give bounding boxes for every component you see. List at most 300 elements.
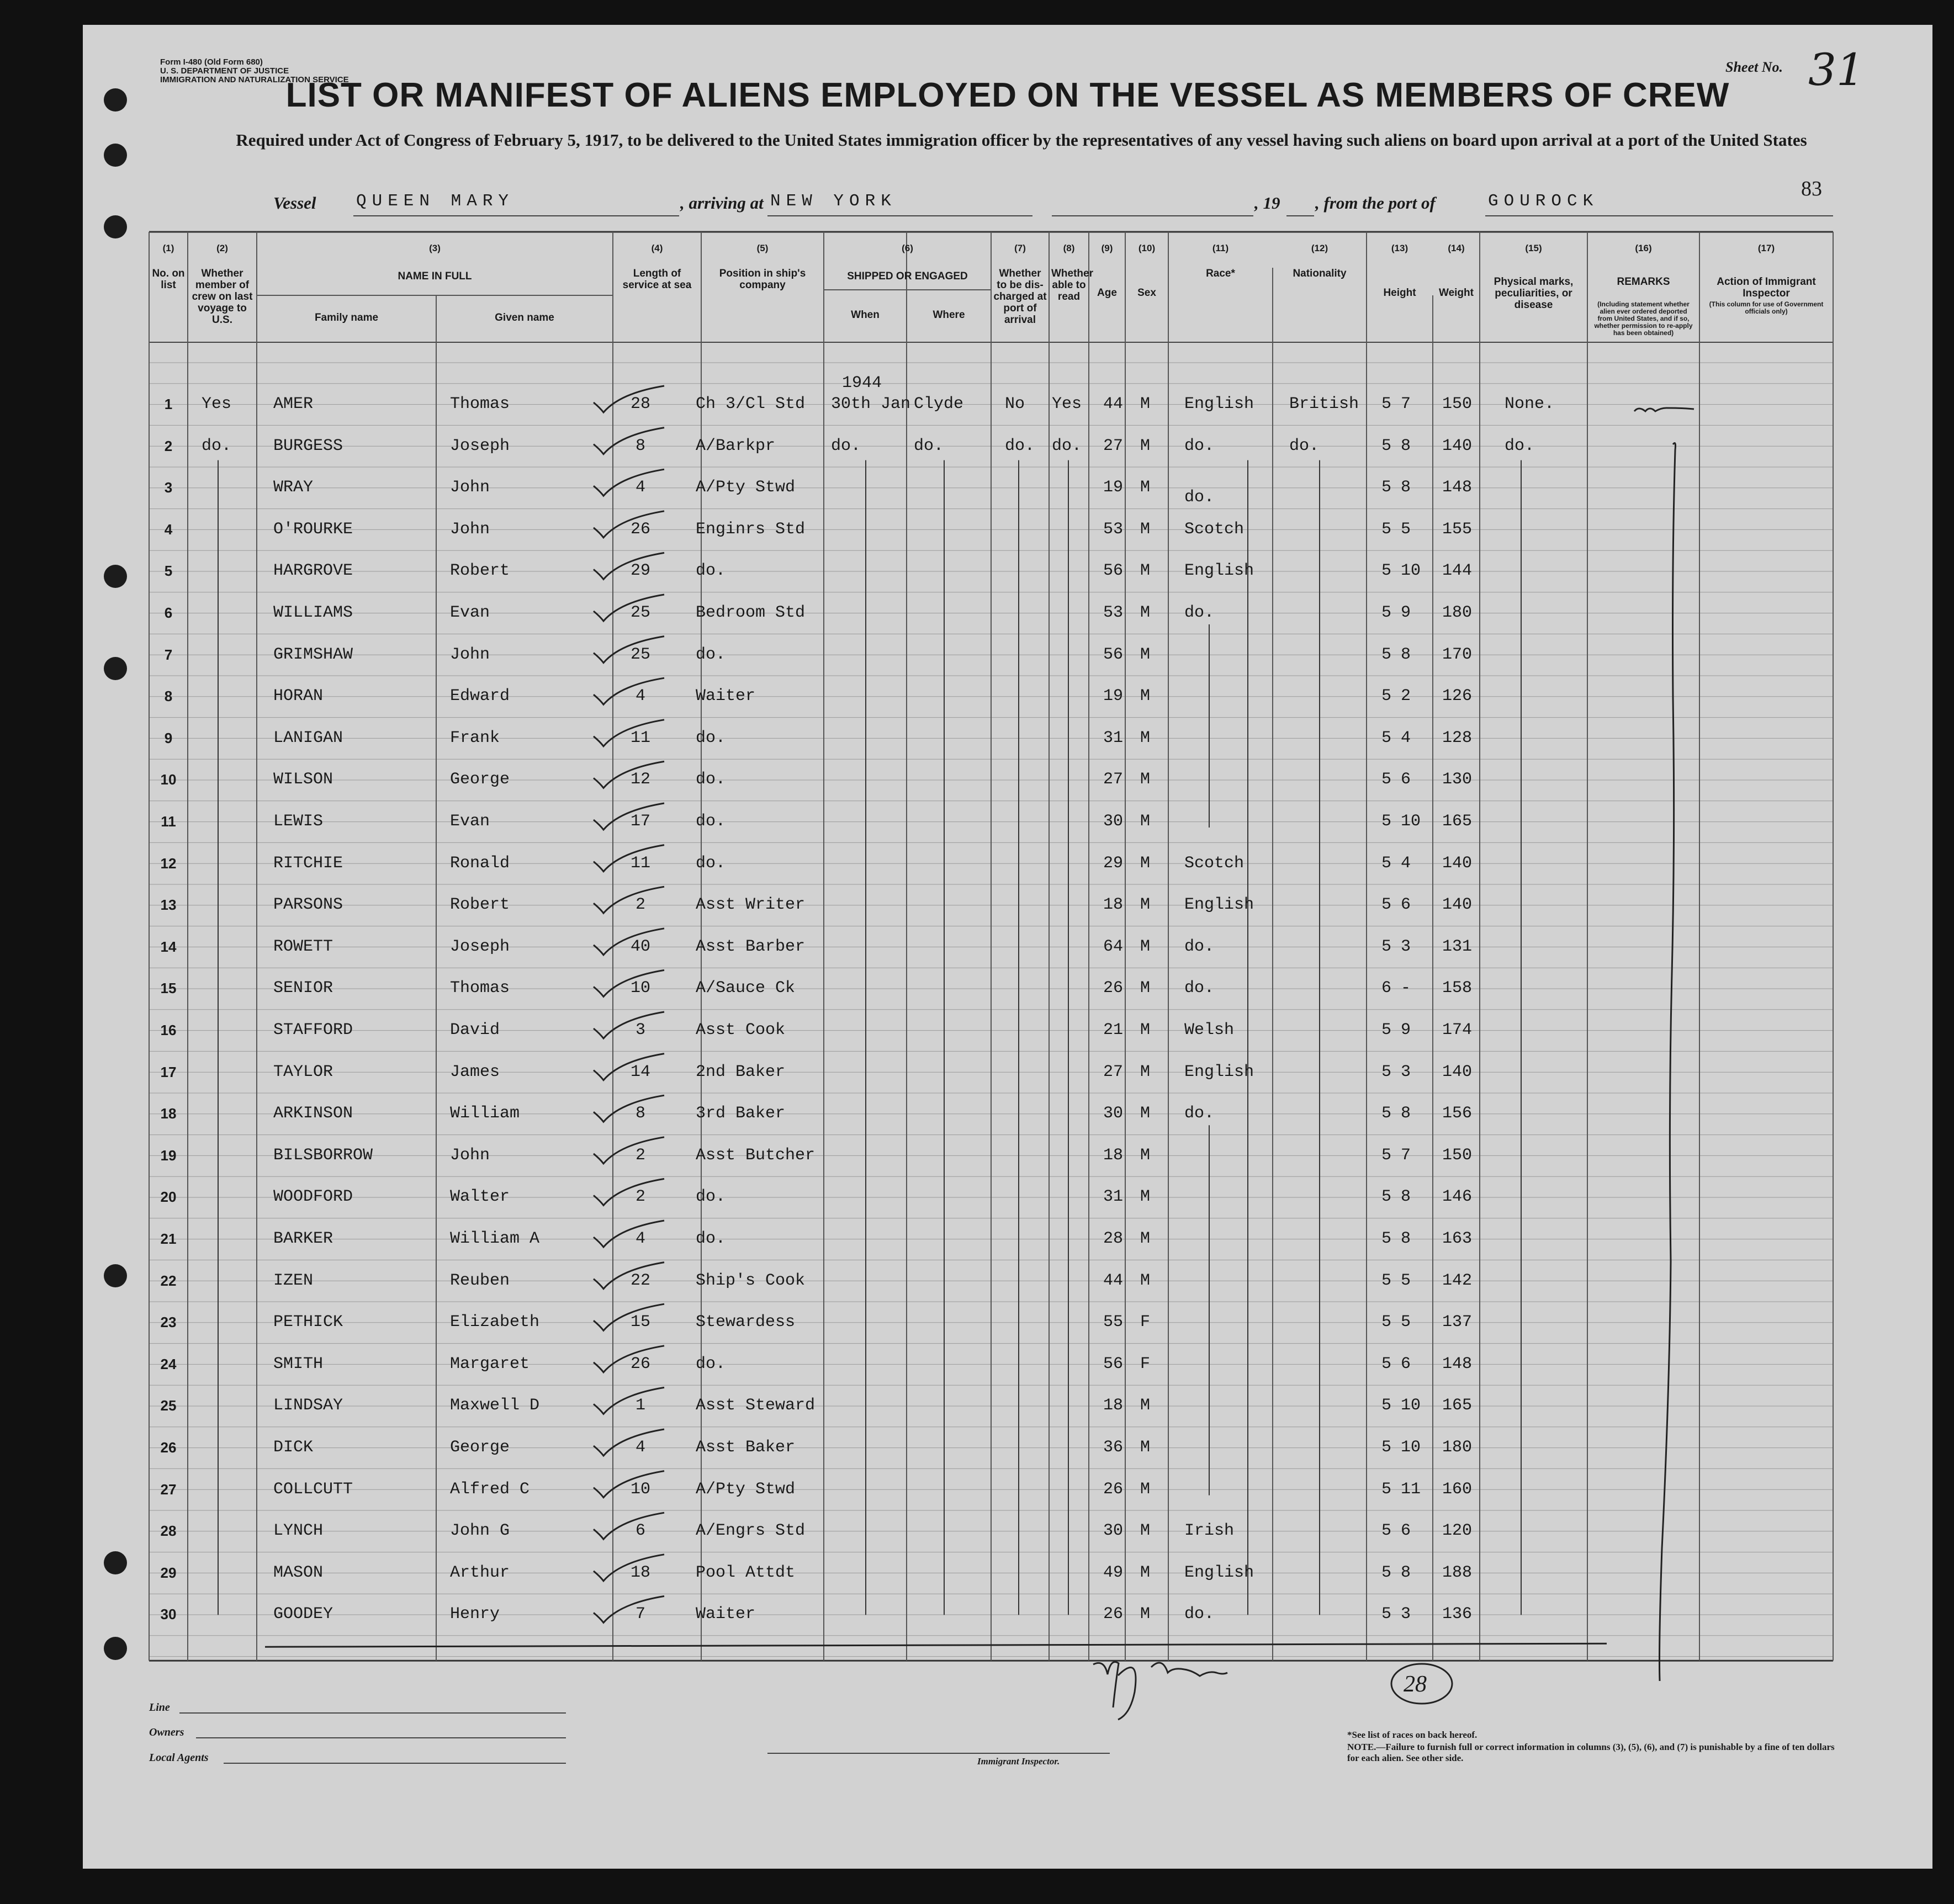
height-feet-cell: 6 [1381,979,1392,998]
height-inches-cell: 8 [1401,1229,1411,1248]
height-inches-cell: 7 [1401,1145,1411,1165]
row-number: 21 [160,1231,177,1247]
age-cell: 49 [1103,1563,1124,1582]
family-name-cell: BURGESS [273,436,343,455]
age-cell: 18 [1103,1396,1124,1415]
service-length-cell: 8 [635,436,645,455]
race-cell: English [1184,395,1254,413]
year-label: , 19 [1254,193,1280,213]
family-name-cell: COLLCUTT [273,1479,353,1499]
position-cell: Asst Baker [696,1438,796,1457]
sex-cell: M [1140,1438,1151,1457]
sex-cell: M [1140,1021,1151,1039]
height-inches-cell: 8 [1401,1104,1411,1123]
sex-cell: M [1140,937,1151,956]
height-inches-cell: 5 [1401,1271,1411,1290]
height-inches-cell: 9 [1401,1021,1411,1039]
family-name-cell: WILSON [273,770,333,789]
sheet-label: Sheet No. [1725,59,1783,75]
height-inches-cell: 8 [1401,1563,1411,1582]
given-name-cell: William [450,1104,520,1123]
age-cell: 53 [1103,519,1124,539]
family-name-cell: BARKER [273,1229,333,1248]
service-length-cell: 2 [635,895,645,915]
height-inches-cell: 11 [1401,1479,1421,1499]
handwritten-marks [83,25,1932,1869]
race-cell: English [1184,1062,1254,1081]
sheet-number: 31 [1808,44,1865,96]
height-feet-cell: 5 [1381,603,1392,622]
position-cell: Asst Cook [696,1021,786,1039]
sex-cell: M [1140,1145,1151,1165]
height-feet-cell: 5 [1381,478,1392,497]
age-cell: 21 [1103,1021,1124,1039]
given-name-cell: George [450,770,510,789]
given-name-cell: John [450,519,490,539]
row-number: 22 [160,1272,177,1289]
family-name-cell: STAFFORD [273,1021,353,1039]
age-cell: 18 [1103,1145,1124,1165]
sex-cell: M [1140,519,1151,539]
row-number: 2 [164,437,173,454]
sex-cell: M [1140,395,1151,413]
height-inches-cell: 6 [1401,1521,1411,1541]
race-cell: do. [1184,603,1215,622]
service-length-cell: 26 [630,519,650,539]
row-number: 27 [160,1481,177,1498]
service-length-cell: 4 [635,687,645,706]
position-cell: A/Pty Stwd [696,478,796,497]
column-number: (3) [429,243,441,253]
weight-cell: 136 [1442,1605,1473,1624]
physical-marks-cell: None. [1505,395,1555,413]
column-number: (4) [651,243,663,253]
row-number: 13 [160,897,177,914]
service-length-cell: 2 [635,1145,645,1165]
age-cell: 30 [1103,812,1124,831]
column-number: (13) [1391,243,1408,253]
position-cell: Asst Barber [696,937,806,956]
column-header: Height [1383,287,1416,299]
column-number: (11) [1212,243,1229,253]
position-cell: do. [696,561,726,581]
service-length-cell: 12 [630,770,650,789]
manifest-sheet [83,25,1932,1869]
height-feet-cell: 5 [1381,937,1392,956]
height-feet-cell: 5 [1381,770,1392,789]
height-inches-cell: 6 [1401,895,1411,915]
line-label: Line [149,1701,170,1714]
subheader-where: Where [933,309,965,321]
service-length-cell: 26 [630,1354,650,1373]
row-number: 17 [160,1063,177,1080]
from-label: , from the port of [1315,193,1436,213]
position-cell: Pool Attdt [696,1563,796,1582]
position-cell: 2nd Baker [696,1062,786,1081]
sex-cell: M [1140,1396,1151,1415]
sex-cell: M [1140,728,1151,747]
position-cell: Asst Butcher [696,1145,816,1165]
height-inches-cell: 3 [1401,1605,1411,1624]
age-cell: 31 [1103,728,1124,747]
position-cell: Asst Steward [696,1396,816,1415]
height-feet-cell: 5 [1381,1062,1392,1081]
weight-cell: 165 [1442,1396,1473,1415]
position-cell: do. [696,853,726,873]
nationality-cell: do. [1289,436,1320,455]
age-cell: 56 [1103,1354,1124,1373]
service-length-cell: 18 [630,1563,650,1582]
age-cell: 26 [1103,1605,1124,1624]
row-number: 28 [160,1523,177,1540]
service-length-cell: 4 [635,478,645,497]
row-number: 14 [160,938,177,955]
height-feet-cell: 5 [1381,812,1392,831]
age-cell: 27 [1103,1062,1124,1081]
given-name-cell: Evan [450,812,490,831]
given-name-cell: Arthur [450,1563,510,1582]
given-name-cell: Robert [450,561,510,581]
given-name-cell: Frank [450,728,500,747]
service-length-cell: 25 [630,645,650,664]
column-header: REMARKS [1617,276,1670,288]
shipped-when-cell: 30th Jan [831,395,911,413]
race-cell: do. [1184,436,1215,455]
family-name-cell: WOODFORD [273,1187,353,1207]
subheader-given: Given name [495,312,554,323]
position-cell: Ship's Cook [696,1271,806,1290]
physical-marks-cell: do. [1505,436,1535,455]
position-cell: do. [696,645,726,664]
position-cell: do. [696,770,726,789]
sex-cell: M [1140,1271,1151,1290]
penalty-note: NOTE.—Failure to furnish full or correct information in columns (3), (5), (6), and (7) is punishable by a fine of ten dollars for each alien. See other side. [1347,1742,1835,1763]
column-number: (9) [1101,243,1113,253]
weight-cell: 155 [1442,519,1473,539]
service-length-cell: 14 [630,1062,650,1081]
height-inches-cell: 4 [1401,728,1411,747]
race-cell: Irish [1184,1521,1235,1541]
row-number: 11 [161,813,176,830]
column-header: NAME IN FULL [398,271,472,282]
shipped-where-cell: do. [914,436,944,455]
row-number: 25 [160,1397,177,1414]
family-name-cell: LANIGAN [273,728,343,747]
age-cell: 30 [1103,1104,1124,1123]
row-number: 4 [164,521,173,538]
weight-cell: 137 [1442,1313,1473,1332]
weight-cell: 188 [1442,1563,1473,1582]
weight-cell: 160 [1442,1479,1473,1499]
height-feet-cell: 5 [1381,645,1392,664]
service-length-cell: 22 [630,1271,650,1290]
service-length-cell: 4 [635,1438,645,1457]
family-name-cell: GRIMSHAW [273,645,353,664]
row-number: 24 [160,1355,177,1372]
given-name-cell: William A [450,1229,540,1248]
position-cell: do. [696,812,726,831]
page-number: 83 [1801,177,1822,200]
given-name-cell: Maxwell D [450,1396,540,1415]
sex-cell: M [1140,645,1151,664]
age-cell: 64 [1103,937,1124,956]
sex-cell: M [1140,770,1151,789]
age-cell: 30 [1103,1521,1124,1541]
age-cell: 28 [1103,1229,1124,1248]
row-number: 5 [164,563,173,580]
sex-cell: M [1140,1521,1151,1541]
height-feet-cell: 5 [1381,1187,1392,1207]
position-cell: Enginrs Std [696,519,806,539]
height-inches-cell: 8 [1401,645,1411,664]
height-inches-cell: 2 [1401,687,1411,706]
height-inches-cell: 5 [1401,1313,1411,1332]
height-inches-cell: 5 [1401,519,1411,539]
family-name-cell: AMER [273,395,314,413]
family-name-cell: SENIOR [273,979,333,998]
weight-cell: 180 [1442,1438,1473,1457]
position-cell: do. [696,1229,726,1248]
sex-cell: M [1140,561,1151,581]
position-cell: Ch 3/Cl Std [696,395,806,413]
column-number: (2) [216,243,228,253]
family-name-cell: O'ROURKE [273,519,353,539]
height-feet-cell: 5 [1381,728,1392,747]
race-cell: Scotch [1184,519,1245,539]
service-length-cell: 8 [635,1104,645,1123]
column-header: Whether able to read [1051,268,1093,303]
column-header: Age [1097,287,1117,299]
discharged-cell: No [1005,395,1025,413]
row-number: 18 [160,1105,177,1122]
sex-cell: M [1140,1563,1151,1582]
weight-cell: 140 [1442,436,1473,455]
position-cell: Bedroom Std [696,603,806,622]
service-length-cell: 11 [630,853,650,873]
position-cell: do. [696,1187,726,1207]
height-feet-cell: 5 [1381,1229,1392,1248]
row-number: 30 [160,1606,177,1623]
height-feet-cell: 5 [1381,519,1392,539]
height-feet-cell: 5 [1381,1271,1392,1290]
weight-cell: 140 [1442,853,1473,873]
column-number: (16) [1635,243,1652,253]
column-header: No. on list [152,268,185,291]
height-inches-cell: 3 [1401,1062,1411,1081]
weight-cell: 126 [1442,687,1473,706]
sex-cell: M [1140,1062,1151,1081]
races-note: *See list of races on back hereof. [1347,1730,1478,1740]
last-voyage-cell: Yes [202,395,232,413]
position-cell: A/Pty Stwd [696,1479,796,1499]
age-cell: 18 [1103,895,1124,915]
inspector-signature [1093,1681,1096,1682]
shipped-where-cell: Clyde [914,395,964,413]
family-name-cell: BILSBORROW [273,1145,373,1165]
weight-cell: 165 [1442,812,1473,831]
height-feet-cell: 5 [1381,395,1392,413]
column-header: Sex [1137,287,1156,299]
family-name-cell: LINDSAY [273,1396,343,1415]
service-length-cell: 7 [635,1605,645,1624]
sex-cell: M [1140,979,1151,998]
weight-cell: 140 [1442,1062,1473,1081]
height-inches-cell: 8 [1401,1187,1411,1207]
sex-cell: F [1140,1313,1151,1332]
row-number: 26 [160,1439,177,1456]
height-feet-cell: 5 [1381,561,1392,581]
sex-cell: M [1140,436,1151,455]
column-number: (6) [902,243,913,253]
sex-cell: M [1140,687,1151,706]
agents-label: Local Agents [149,1752,209,1764]
column-header: Physical marks, peculiarities, or disease [1494,276,1574,311]
age-cell: 31 [1103,1187,1124,1207]
height-inches-cell: 8 [1401,436,1411,455]
race-cell: Welsh [1184,1021,1235,1039]
age-cell: 27 [1103,436,1124,455]
service-length-cell: 3 [635,1021,645,1039]
given-name-cell: Evan [450,603,490,622]
vessel-label: Vessel [273,193,316,213]
row-number: 16 [160,1022,177,1038]
vessel-name: QUEEN MARY [356,192,515,211]
position-cell: Waiter [696,1605,756,1624]
height-inches-cell: 10 [1401,1396,1421,1415]
weight-cell: 170 [1442,645,1473,664]
weight-cell: 158 [1442,979,1473,998]
height-inches-cell: 6 [1401,1354,1411,1373]
service-length-cell: 11 [630,728,650,747]
column-header: Action of Immigrant Inspector [1717,276,1816,299]
given-name-cell: Reuben [450,1271,510,1290]
weight-cell: 120 [1442,1521,1473,1541]
height-feet-cell: 5 [1381,1021,1392,1039]
column-number: (12) [1311,243,1328,253]
family-name-cell: LEWIS [273,812,324,831]
age-cell: 56 [1103,561,1124,581]
family-name-cell: HARGROVE [273,561,353,581]
age-cell: 55 [1103,1313,1124,1332]
given-name-cell: Robert [450,895,510,915]
position-cell: do. [696,728,726,747]
age-cell: 53 [1103,603,1124,622]
race-cell: English [1184,895,1254,915]
given-name-cell: Ronald [450,853,510,873]
row-number: 10 [160,771,177,788]
sex-cell: M [1140,1187,1151,1207]
sex-cell: M [1140,1605,1151,1624]
race-cell: do. [1184,1605,1215,1624]
row-number: 15 [160,980,177,997]
column-number: (15) [1525,243,1542,253]
column-number: (1) [162,243,174,253]
position-cell: do. [696,1354,726,1373]
family-name-cell: PETHICK [273,1313,343,1332]
age-cell: 56 [1103,645,1124,664]
age-cell: 44 [1103,1271,1124,1290]
position-cell: 3rd Baker [696,1104,786,1123]
height-feet-cell: 5 [1381,895,1392,915]
position-cell: Asst Writer [696,895,806,915]
arriving-port: NEW YORK [770,192,897,211]
height-inches-cell: 10 [1401,1438,1421,1457]
shipped-when-cell: do. [831,436,861,455]
circled-total: 28 [1404,1672,1427,1697]
family-name-cell: RITCHIE [273,853,343,873]
family-name-cell: MASON [273,1563,324,1582]
position-cell: A/Sauce Ck [696,979,796,998]
sex-cell: M [1140,1104,1151,1123]
service-length-cell: 2 [635,1187,645,1207]
height-inches-cell: - [1401,979,1411,998]
service-length-cell: 1 [635,1396,645,1415]
sex-cell: M [1140,812,1151,831]
given-name-cell: George [450,1438,510,1457]
family-name-cell: DICK [273,1438,314,1457]
height-feet-cell: 5 [1381,853,1392,873]
able-to-read-cell: do. [1052,436,1082,455]
family-name-cell: IZEN [273,1271,314,1290]
service-length-cell: 40 [630,937,650,956]
given-name-cell: James [450,1062,500,1081]
family-name-cell: SMITH [273,1354,324,1373]
action-note: (This column for use of Government officials only) [1709,300,1824,315]
weight-cell: 146 [1442,1187,1473,1207]
height-feet-cell: 5 [1381,1605,1392,1624]
family-name-cell: WRAY [273,478,314,497]
remarks-handwritten [1639,400,1640,401]
page-title: LIST OR MANIFEST OF ALIENS EMPLOYED ON THE VESSEL AS MEMBERS OF CREW [285,76,1730,114]
weight-cell: 150 [1442,1145,1473,1165]
given-name-cell: John [450,478,490,497]
subheader-when: When [851,309,880,321]
weight-cell: 144 [1442,561,1473,581]
service-length-cell: 17 [630,812,650,831]
given-name-cell: David [450,1021,500,1039]
height-feet-cell: 5 [1381,1354,1392,1373]
race-cell: English [1184,561,1254,581]
service-length-cell: 4 [635,1229,645,1248]
sex-cell: M [1140,603,1151,622]
height-feet-cell: 5 [1381,1438,1392,1457]
remarks-note: (Including statement whether alien ever ordered deported from United States, and if so, whether permission to re-apply has been obtained) [1594,300,1693,337]
position-cell: A/Engrs Std [696,1521,806,1541]
weight-cell: 156 [1442,1104,1473,1123]
position-cell: A/Barkpr [696,436,776,455]
height-feet-cell: 5 [1381,436,1392,455]
height-inches-cell: 4 [1401,853,1411,873]
race-cell: Scotch [1184,853,1245,873]
able-to-read-cell: Yes [1052,395,1082,413]
row-number: 3 [164,479,173,496]
height-feet-cell: 5 [1381,1521,1392,1541]
row-number: 9 [164,729,173,746]
race-cell: do. [1184,979,1215,998]
family-name-cell: PARSONS [273,895,343,915]
column-number: (7) [1014,243,1026,253]
row-number: 1 [164,396,173,412]
column-header: Weight [1439,287,1474,299]
family-name-cell: HORAN [273,687,324,706]
race-cell: do. [1184,937,1215,956]
weight-cell: 174 [1442,1021,1473,1039]
column-header: Length of service at sea [622,268,692,291]
race-cell: do. [1184,488,1215,507]
sex-cell: M [1140,895,1151,915]
sex-cell: M [1140,1229,1151,1248]
column-header: Race* [1206,268,1235,279]
